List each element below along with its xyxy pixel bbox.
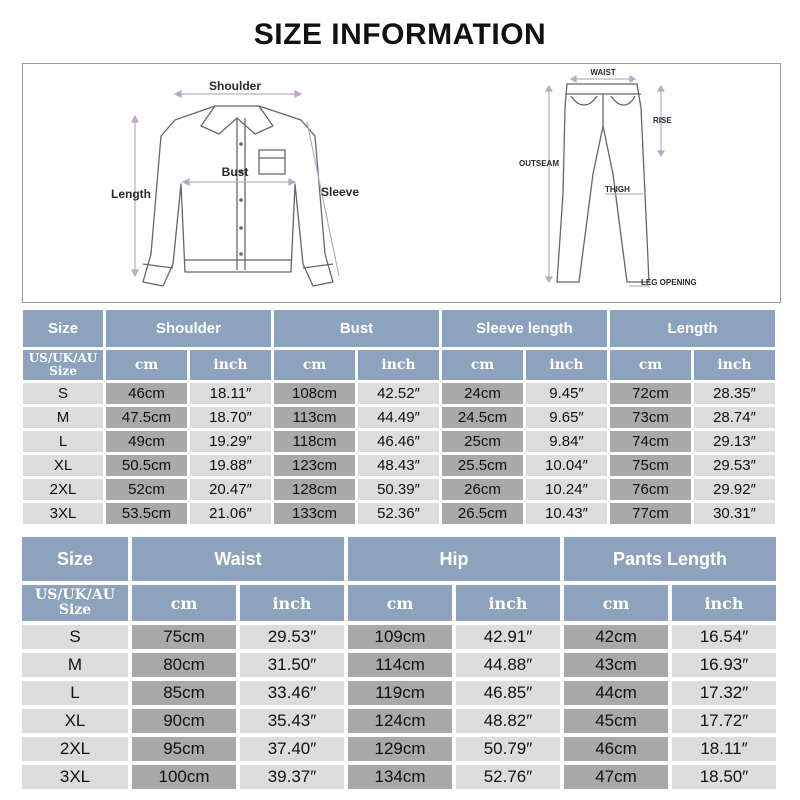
outseam-label: OUTSEAM [519,159,559,168]
sleeve-length-header: Sleeve length [442,310,607,347]
table-cell: 53.5cm [106,503,187,524]
table-row [22,681,776,705]
table-cell: 85cm [132,681,236,705]
leg-opening-label: LEG OPENING [641,278,697,287]
size-cell: XL [23,455,103,476]
table-cell: 18.50″ [672,765,776,789]
waist-label: WAIST [590,68,616,77]
table-row [23,503,775,524]
table-cell: 25.5cm [442,455,523,476]
unit-inch: inch [672,585,776,621]
size-cell: 3XL [22,765,128,789]
table-cell: 75cm [610,455,691,476]
bottom-size-table [18,533,780,793]
table-cell: 128cm [274,479,355,500]
shoulder-label: Shoulder [208,79,262,93]
garment-sketches [23,64,780,302]
shirt-buttons [239,142,243,256]
waist-header: Waist [132,537,344,581]
table-cell: 29.13″ [694,431,775,452]
table-cell: 9.45″ [526,383,607,404]
table-cell: 33.46″ [240,681,344,705]
unit-inch: inch [190,350,271,380]
table-cell: 75cm [132,625,236,649]
table-cell: 44.88″ [456,653,560,677]
unit-cm: cm [442,350,523,380]
table-cell: 10.04″ [526,455,607,476]
table-row [22,765,776,789]
size-cell: L [22,681,128,705]
table-cell: 73cm [610,407,691,428]
table-row [22,737,776,761]
table-cell: 134cm [348,765,452,789]
table-cell: 25cm [442,431,523,452]
table-row [23,479,775,500]
table-cell: 42.52″ [358,383,439,404]
table-cell: 50.5cm [106,455,187,476]
length-header: Length [610,310,775,347]
table-cell: 43cm [564,653,668,677]
size-header: Size [22,537,128,581]
table-cell: 31.50″ [240,653,344,677]
size-cell: S [23,383,103,404]
length-label: Length [111,187,151,201]
size-cell: 2XL [23,479,103,500]
shoulder-header: Shoulder [106,310,271,347]
unit-inch: inch [526,350,607,380]
table-cell: 16.54″ [672,625,776,649]
table-row [23,383,775,404]
table-cell: 49cm [106,431,187,452]
table-cell: 37.40″ [240,737,344,761]
table-cell: 29.53″ [694,455,775,476]
table-row [23,455,775,476]
unit-inch: inch [240,585,344,621]
table-cell: 30.31″ [694,503,775,524]
table-cell: 44.49″ [358,407,439,428]
thigh-label: THIGH [605,185,630,194]
unit-cm: cm [564,585,668,621]
top-size-table [20,307,778,527]
table-cell: 35.43″ [240,709,344,733]
unit-cm: cm [132,585,236,621]
table-cell: 28.35″ [694,383,775,404]
table-cell: 9.84″ [526,431,607,452]
unit-inch: inch [456,585,560,621]
table-cell: 109cm [348,625,452,649]
table-cell: 52cm [106,479,187,500]
table-cell: 119cm [348,681,452,705]
table-cell: 100cm [132,765,236,789]
measurement-diagram [22,63,781,303]
size-sublabel: US/UK/AU Size [23,350,103,380]
size-cell: XL [22,709,128,733]
table-cell: 113cm [274,407,355,428]
size-cell: L [23,431,103,452]
size-cell: M [23,407,103,428]
table-cell: 46cm [106,383,187,404]
table-cell: 19.88″ [190,455,271,476]
table-cell: 16.93″ [672,653,776,677]
table-cell: 26cm [442,479,523,500]
table-cell: 52.36″ [358,503,439,524]
table-cell: 124cm [348,709,452,733]
table-cell: 114cm [348,653,452,677]
table-cell: 50.79″ [456,737,560,761]
unit-cm: cm [274,350,355,380]
table-cell: 19.29″ [190,431,271,452]
rise-label: RISE [653,116,672,125]
table-cell: 123cm [274,455,355,476]
table-row [22,625,776,649]
page-title: SIZE INFORMATION [253,18,547,51]
table-cell: 42.91″ [456,625,560,649]
table-cell: 10.43″ [526,503,607,524]
table-cell: 80cm [132,653,236,677]
table-cell: 90cm [132,709,236,733]
table-cell: 74cm [610,431,691,452]
table-cell: 48.82″ [456,709,560,733]
unit-cm: cm [610,350,691,380]
bust-header: Bust [274,310,439,347]
table-cell: 46.85″ [456,681,560,705]
table-cell: 21.06″ [190,503,271,524]
size-cell: S [22,625,128,649]
pants-length-header: Pants Length [564,537,776,581]
table-cell: 29.53″ [240,625,344,649]
table-row [22,709,776,733]
unit-cm: cm [348,585,452,621]
table-cell: 10.24″ [526,479,607,500]
table-cell: 77cm [610,503,691,524]
unit-cm: cm [106,350,187,380]
table-cell: 24.5cm [442,407,523,428]
pants-illustration [557,84,649,282]
table-cell: 42cm [564,625,668,649]
table-cell: 108cm [274,383,355,404]
table-cell: 76cm [610,479,691,500]
table-cell: 47.5cm [106,407,187,428]
table-cell: 118cm [274,431,355,452]
table-cell: 28.74″ [694,407,775,428]
table-cell: 17.32″ [672,681,776,705]
table-cell: 95cm [132,737,236,761]
table-cell: 18.11″ [190,383,271,404]
table-cell: 47cm [564,765,668,789]
table-cell: 20.47″ [190,479,271,500]
size-sublabel: US/UK/AU Size [22,585,128,621]
table-row [23,407,775,428]
table-cell: 45cm [564,709,668,733]
bust-label: Bust [221,165,249,179]
unit-inch: inch [694,350,775,380]
table-cell: 48.43″ [358,455,439,476]
table-cell: 50.39″ [358,479,439,500]
size-cell: 3XL [23,503,103,524]
table-cell: 133cm [274,503,355,524]
table-cell: 46cm [564,737,668,761]
table-cell: 44cm [564,681,668,705]
hip-header: Hip [348,537,560,581]
table-row [23,431,775,452]
size-cell: M [22,653,128,677]
size-header: Size [23,310,103,347]
table-cell: 26.5cm [442,503,523,524]
table-cell: 29.92″ [694,479,775,500]
shirt-illustration [143,106,333,286]
table-row [22,653,776,677]
table-cell: 9.65″ [526,407,607,428]
table-cell: 72cm [610,383,691,404]
size-cell: 2XL [22,737,128,761]
sleeve-label: Sleeve [321,185,360,199]
table-cell: 18.70″ [190,407,271,428]
table-cell: 18.11″ [672,737,776,761]
table-cell: 17.72″ [672,709,776,733]
table-cell: 46.46″ [358,431,439,452]
table-cell: 129cm [348,737,452,761]
unit-inch: inch [358,350,439,380]
table-cell: 52.76″ [456,765,560,789]
table-cell: 24cm [442,383,523,404]
table-cell: 39.37″ [240,765,344,789]
